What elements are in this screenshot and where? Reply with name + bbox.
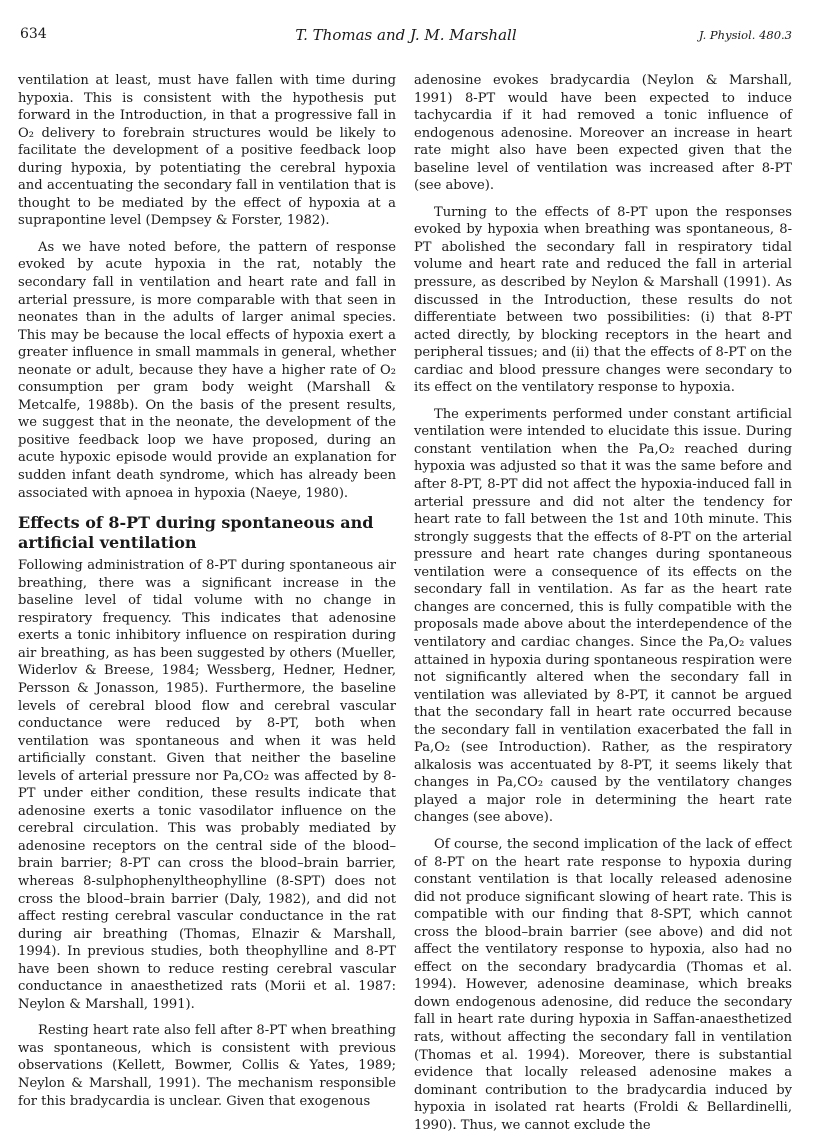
left-column [18, 72, 396, 1110]
section-heading: Effects of 8-PT during spontaneous and artificial ventilation [18, 513, 374, 553]
journal-citation: J. Physiol. 480.3 [698, 28, 792, 42]
running-head-authors: T. Thomas and J. M. Marshall [295, 26, 517, 44]
paragraph: The experiments performed under constant artificial ventilation were intended to elucidate this issue. During constant ventilation when the Pa,O₂ reached during hypoxia was adjusted so that it was the same before and after 8-PT, 8-PT did not affect the hypoxia-induced fall in arterial pressure and did not alter the tendency for heart rate to fall between the 1st and 10th minute. This strongly suggests that the effects of 8-PT on the arterial pressure and heart rate changes during spontaneous ventilation were a consequence of its effects on the secondary fall in ventilation. As far as the heart rate changes are concerned, this is fully compatible with the proposals made above about the interdependence of the ventilatory and cardiac changes. Since the Pa,O₂ values attained in hypoxia during spontaneous respiration were not significantly altered when the secondary fall in ventilation was alleviated by 8-PT, it cannot be argued that the secondary fall in heart rate occurred because the secondary fall in ventilation exacerbated the fall in Pa,O₂ (see Introduction). Rather, as the respiratory alkalosis was accentuated by 8-PT, it seems likely that changes in Pa,CO₂ caused by the ventilatory changes played a major role in determining the heart rate changes (see above). [414, 406, 792, 826]
page-number: 634 [20, 26, 47, 42]
paragraph: As we have noted before, the pattern of response evoked by acute hypoxia in the rat, notably the secondary fall in ventilation and heart rate and fall in arterial pressure, is more comparable with that seen in neonates than in the adults of larger animal species. This may be because the local effects of hypoxia exert a greater influence in small mammals in general, whether neonate or adult, because they have a higher rate of O₂ consumption per gram body weight (Marshall & Metcalfe, 1988b). On the basis of the present results, we suggest that in the neonate, the development of the positive feedback loop we have proposed, during an acute hypoxic episode would provide an explanation for sudden infant death syndrome, which has already been associated with apnoea in hypoxia (Naeye, 1980). [18, 239, 396, 501]
paragraph: ventilation at least, must have fallen with time during hypoxia. This is consistent with the hypothesis put forward in the Introduction, in that a progressive fall in O₂ delivery to forebrain structures would be likely to facilitate the development of a positive feedback loop during hypoxia, by potentiating the cerebral hypoxia and accentuating the secondary fall in ventilation that is thought to be mediated by the effect of hypoxia at a suprapontine level (Dempsey & Forster, 1982). [18, 73, 396, 229]
paragraph: Of course, the second implication of the lack of effect of 8-PT on the heart rate response to hypoxia during constant ventilation is that locally released adenosine did not produce significant slowing of heart rate. This is compatible with our finding that 8-SPT, which cannot cross the blood–brain barrier (see above) and did not affect the ventilatory response to hypoxia, also had no effect on the secondary bradycardia (Thomas et al. 1994). However, adenosine deaminase, which breaks down endogenous adenosine, did reduce the secondary fall in heart rate during hypoxia in Saffan-anaesthetized rats, without affecting the secondary fall in ventilation (Thomas et al. 1994). Moreover, there is substantial evidence that locally released adenosine makes a dominant contribution to the bradycardia induced by hypoxia in isolated rat hearts (Froldi & Bellardinelli, 1990). Thus, we cannot exclude the [414, 836, 792, 1133]
right-column [414, 72, 792, 1134]
paragraph: Following administration of 8-PT during spontaneous air breathing, there was a significant increase in the baseline level of tidal volume with no change in respiratory frequency. This indicates that adenosine exerts a tonic inhibitory influence on respiration during air breathing, as has been suggested by others (Mueller, Widerlov & Breese, 1984; Wessberg, Hedner, Hedner, Persson & Jonasson, 1985). Furthermore, the baseline levels of cerebral blood flow and cerebral vascular conductance were reduced by 8-PT, both when ventilation was spontaneous and when it was held artificially constant. Given that neither the baseline levels of arterial pressure nor Pa,CO₂ was affected by 8-PT under either condition, these results indicate that adenosine exerts a tonic vasodilator influence on the cerebral circulation. This was probably mediated by adenosine receptors on the central side of the blood–brain barrier; 8-PT can cross the blood–brain barrier, whereas 8-sulphophenyltheophylline (8-SPT) does not cross the blood–brain barrier (Daly, 1982), and did not affect resting cerebral vascular conductance in the rat during air breathing (Thomas, Elnazir & Marshall, 1994). In previous studies, both theophylline and 8-PT have been shown to reduce resting cerebral vascular conductance in anaesthetized rats (Morii et al. 1987: Neylon & Marshall, 1991). [18, 558, 396, 1012]
paragraph: Resting heart rate also fell after 8-PT when breathing was spontaneous, which is consistent with previous observations (Kellett, Bowmer, Collis & Yates, 1989; Neylon & Marshall, 1991). The mechanism responsible for this bradycardia is unclear. Given that exogenous [18, 1023, 396, 1109]
paragraph: adenosine evokes bradycardia (Neylon & Marshall, 1991) 8-PT would have been expected to induce tachycardia if it had removed a tonic influence of endogenous adenosine. Moreover an increase in heart rate might also have been expected given that the baseline level of ventilation was increased after 8-PT (see above). [414, 73, 792, 194]
page-header [20, 26, 792, 50]
paragraph: Turning to the effects of 8-PT upon the responses evoked by hypoxia when breathing was spontaneous, 8-PT abolished the secondary fall in respiratory tidal volume and heart rate and reduced the fall in arterial pressure, as described by Neylon & Marshall (1991). As discussed in the Introduction, these results do not differentiate between two possibilities: (i) that 8-PT acted directly, by blocking receptors in the heart and peripheral tissues; and (ii) that the effects of 8-PT on the cardiac and blood pressure changes were secondary to its effect on the ventilatory response to hypoxia. [414, 204, 792, 396]
